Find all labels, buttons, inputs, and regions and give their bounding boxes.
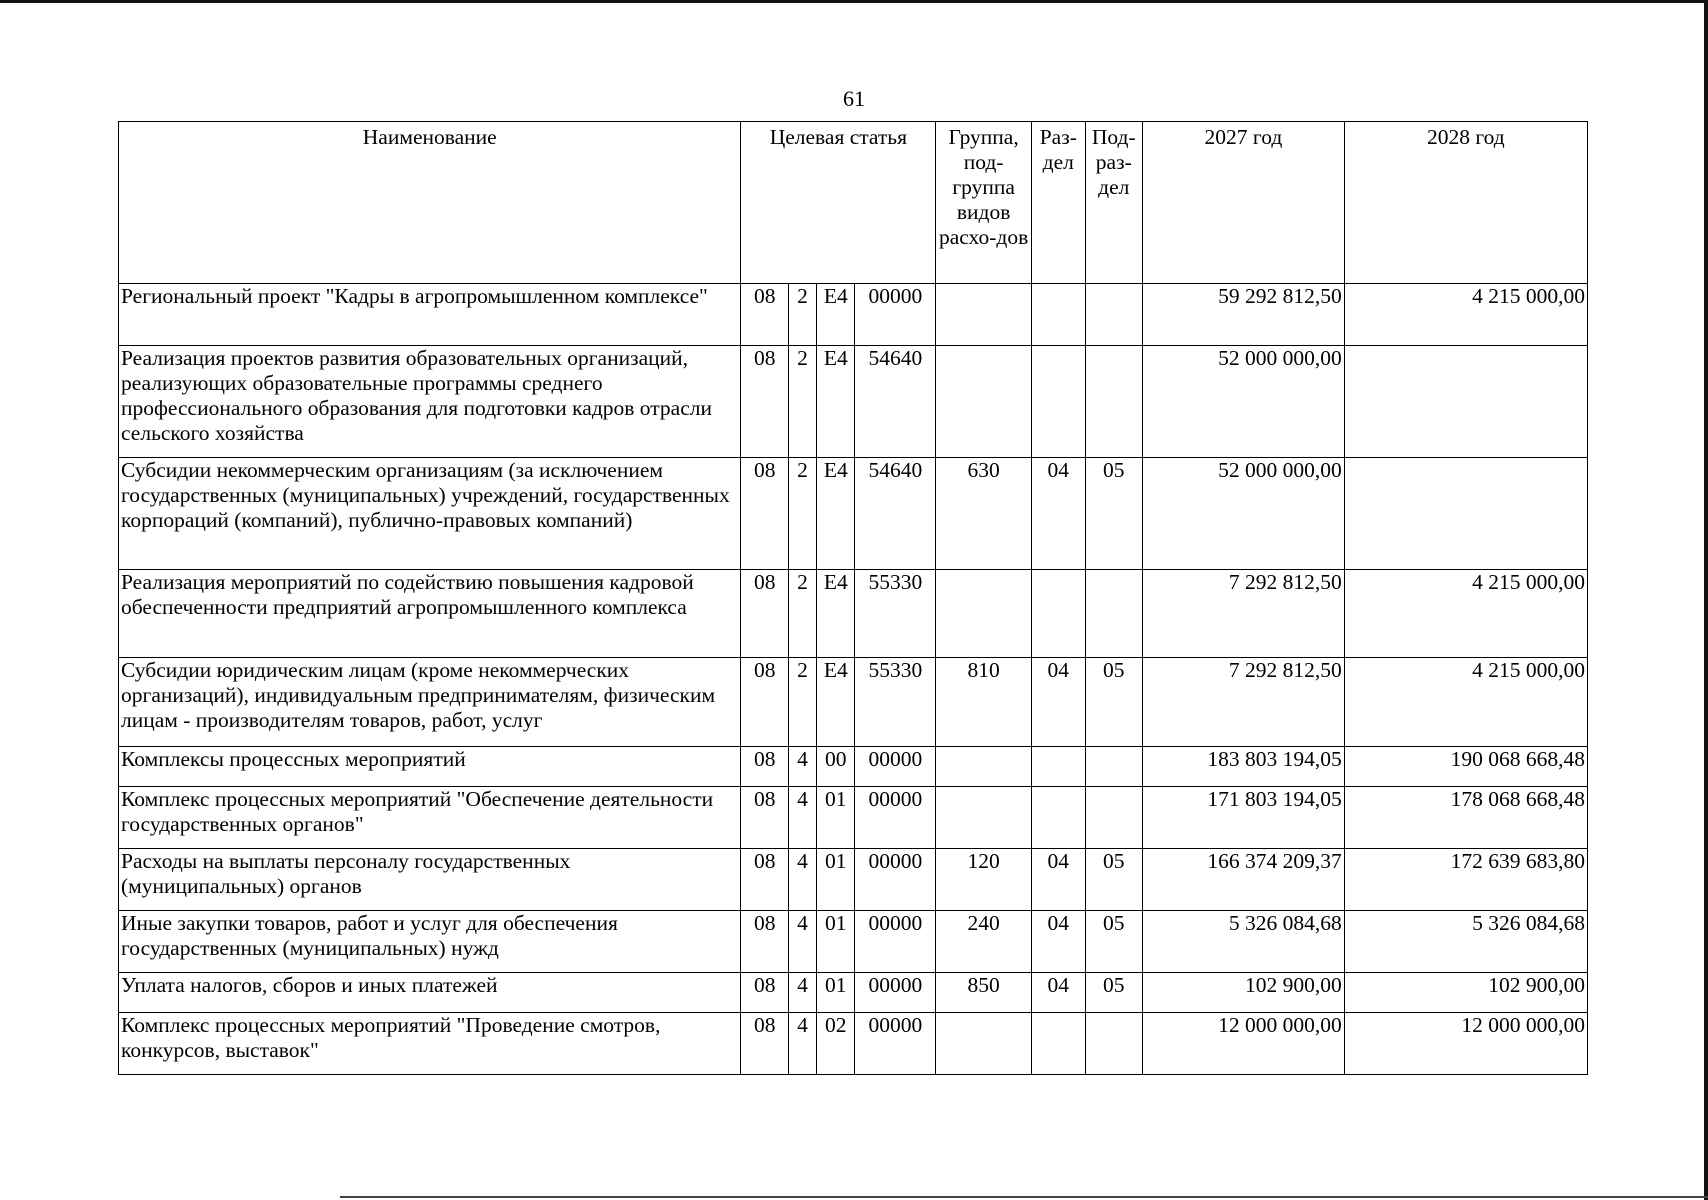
amount-2027: 102 900,00 [1143, 972, 1345, 1012]
target-code-type: 4 [788, 910, 816, 972]
target-code-project: 00 [817, 746, 855, 786]
table-row [119, 284, 1588, 346]
target-code-program: 08 [741, 746, 788, 786]
amount-2027: 59 292 812,50 [1143, 284, 1345, 346]
row-name: Комплекс процессных мероприятий "Обеспечение деятельности государственных органов" [119, 786, 741, 848]
amount-2028: 190 068 668,48 [1344, 746, 1587, 786]
target-code-project: Е4 [817, 284, 855, 346]
table-row [119, 786, 1588, 848]
amount-2028: 178 068 668,48 [1344, 786, 1587, 848]
amount-2027: 7 292 812,50 [1143, 570, 1345, 658]
target-code-project: 01 [817, 910, 855, 972]
expense-group-code [936, 346, 1032, 458]
scan-edge-bottom [340, 1196, 1708, 1198]
target-code-program: 08 [741, 570, 788, 658]
target-code-project: Е4 [817, 570, 855, 658]
target-code-project: 01 [817, 786, 855, 848]
expense-group-code [936, 570, 1032, 658]
target-code-type: 4 [788, 972, 816, 1012]
target-code-program: 08 [741, 910, 788, 972]
subsection-code [1085, 746, 1143, 786]
subsection-code: 05 [1085, 910, 1143, 972]
subsection-code [1085, 284, 1143, 346]
expense-group-code [936, 786, 1032, 848]
target-code-project: Е4 [817, 346, 855, 458]
amount-2028: 5 326 084,68 [1344, 910, 1587, 972]
row-name: Уплата налогов, сборов и иных платежей [119, 972, 741, 1012]
section-code: 04 [1032, 910, 1085, 972]
table-row [119, 570, 1588, 658]
budget-table [118, 121, 1588, 1075]
section-code [1032, 570, 1085, 658]
amount-2028: 4 215 000,00 [1344, 570, 1587, 658]
header-expense-group: Группа, под-группа видов расхо-дов [936, 122, 1032, 284]
section-code: 04 [1032, 458, 1085, 570]
row-name: Иные закупки товаров, работ и услуг для обеспечения государственных (муниципальных) нужд [119, 910, 741, 972]
amount-2027: 7 292 812,50 [1143, 658, 1345, 746]
target-code-project: 02 [817, 1012, 855, 1074]
subsection-code [1085, 346, 1143, 458]
scan-edge-top [0, 0, 1708, 3]
target-code-program: 08 [741, 346, 788, 458]
table-row [119, 658, 1588, 746]
target-code-direction: 00000 [855, 1012, 936, 1074]
subsection-code [1085, 570, 1143, 658]
target-code-type: 4 [788, 786, 816, 848]
expense-group-code [936, 1012, 1032, 1074]
amount-2028: 4 215 000,00 [1344, 658, 1587, 746]
target-code-program: 08 [741, 658, 788, 746]
row-name: Субсидии некоммерческим организациям (за исключением государственных (муниципальных) учреждений, государственных корпораций (компаний), публично-правовых компаний) [119, 458, 741, 570]
table-row [119, 346, 1588, 458]
row-name: Комплексы процессных мероприятий [119, 746, 741, 786]
section-code [1032, 284, 1085, 346]
scan-edge-right [1704, 0, 1708, 1200]
target-code-direction: 00000 [855, 910, 936, 972]
target-code-type: 2 [788, 658, 816, 746]
amount-2027: 5 326 084,68 [1143, 910, 1345, 972]
target-code-direction: 00000 [855, 972, 936, 1012]
expense-group-code: 240 [936, 910, 1032, 972]
expense-group-code: 630 [936, 458, 1032, 570]
amount-2028: 172 639 683,80 [1344, 848, 1587, 910]
expense-group-code [936, 746, 1032, 786]
row-name: Реализация проектов развития образовательных организаций, реализующих образовательные программы среднего профессионального образования для подготовки кадров отрасли сельского хозяйства [119, 346, 741, 458]
header-year-2027: 2027 год [1143, 122, 1345, 284]
target-code-type: 4 [788, 1012, 816, 1074]
target-code-program: 08 [741, 284, 788, 346]
target-code-type: 2 [788, 284, 816, 346]
amount-2027: 183 803 194,05 [1143, 746, 1345, 786]
row-name: Расходы на выплаты персоналу государственных (муниципальных) органов [119, 848, 741, 910]
subsection-code: 05 [1085, 658, 1143, 746]
target-code-program: 08 [741, 972, 788, 1012]
target-code-project: Е4 [817, 658, 855, 746]
header-row [119, 122, 1588, 284]
target-code-direction: 00000 [855, 786, 936, 848]
table-row [119, 848, 1588, 910]
section-code: 04 [1032, 972, 1085, 1012]
table-row [119, 458, 1588, 570]
amount-2028: 102 900,00 [1344, 972, 1587, 1012]
section-code: 04 [1032, 658, 1085, 746]
expense-group-code: 120 [936, 848, 1032, 910]
row-name: Комплекс процессных мероприятий "Проведение смотров, конкурсов, выставок" [119, 1012, 741, 1074]
expense-group-code: 850 [936, 972, 1032, 1012]
target-code-project: 01 [817, 848, 855, 910]
amount-2028 [1344, 458, 1587, 570]
target-code-program: 08 [741, 848, 788, 910]
target-code-program: 08 [741, 1012, 788, 1074]
subsection-code [1085, 786, 1143, 848]
amount-2027: 12 000 000,00 [1143, 1012, 1345, 1074]
section-code [1032, 1012, 1085, 1074]
row-name: Реализация мероприятий по содействию повышения кадровой обеспеченности предприятий агропромышленного комплекса [119, 570, 741, 658]
target-code-type: 2 [788, 458, 816, 570]
amount-2027: 171 803 194,05 [1143, 786, 1345, 848]
header-target-article: Целевая статья [741, 122, 936, 284]
target-code-direction: 54640 [855, 458, 936, 570]
header-subsection: Под-раз-дел [1085, 122, 1143, 284]
amount-2027: 166 374 209,37 [1143, 848, 1345, 910]
target-code-type: 4 [788, 848, 816, 910]
table-row [119, 746, 1588, 786]
table-row [119, 910, 1588, 972]
header-name: Наименование [119, 122, 741, 284]
target-code-direction: 55330 [855, 658, 936, 746]
section-code [1032, 746, 1085, 786]
header-section: Раз-дел [1032, 122, 1085, 284]
table-row [119, 972, 1588, 1012]
header-year-2028: 2028 год [1344, 122, 1587, 284]
amount-2028 [1344, 346, 1587, 458]
target-code-type: 2 [788, 346, 816, 458]
amount-2027: 52 000 000,00 [1143, 346, 1345, 458]
target-code-program: 08 [741, 786, 788, 848]
page-number: 61 [843, 86, 865, 111]
section-code: 04 [1032, 848, 1085, 910]
target-code-project: 01 [817, 972, 855, 1012]
subsection-code: 05 [1085, 972, 1143, 1012]
subsection-code: 05 [1085, 458, 1143, 570]
table-row [119, 1012, 1588, 1074]
row-name: Субсидии юридическим лицам (кроме некоммерческих организаций), индивидуальным предпринимателям, физическим лицам - производителям товаров, работ, услуг [119, 658, 741, 746]
target-code-direction: 55330 [855, 570, 936, 658]
section-code [1032, 346, 1085, 458]
target-code-project: Е4 [817, 458, 855, 570]
row-name: Региональный проект "Кадры в агропромышленном комплексе" [119, 284, 741, 346]
target-code-type: 4 [788, 746, 816, 786]
section-code [1032, 786, 1085, 848]
expense-group-code: 810 [936, 658, 1032, 746]
amount-2027: 52 000 000,00 [1143, 458, 1345, 570]
expense-group-code [936, 284, 1032, 346]
amount-2028: 12 000 000,00 [1344, 1012, 1587, 1074]
target-code-program: 08 [741, 458, 788, 570]
target-code-type: 2 [788, 570, 816, 658]
subsection-code [1085, 1012, 1143, 1074]
target-code-direction: 00000 [855, 746, 936, 786]
subsection-code: 05 [1085, 848, 1143, 910]
target-code-direction: 00000 [855, 284, 936, 346]
target-code-direction: 00000 [855, 848, 936, 910]
amount-2028: 4 215 000,00 [1344, 284, 1587, 346]
target-code-direction: 54640 [855, 346, 936, 458]
